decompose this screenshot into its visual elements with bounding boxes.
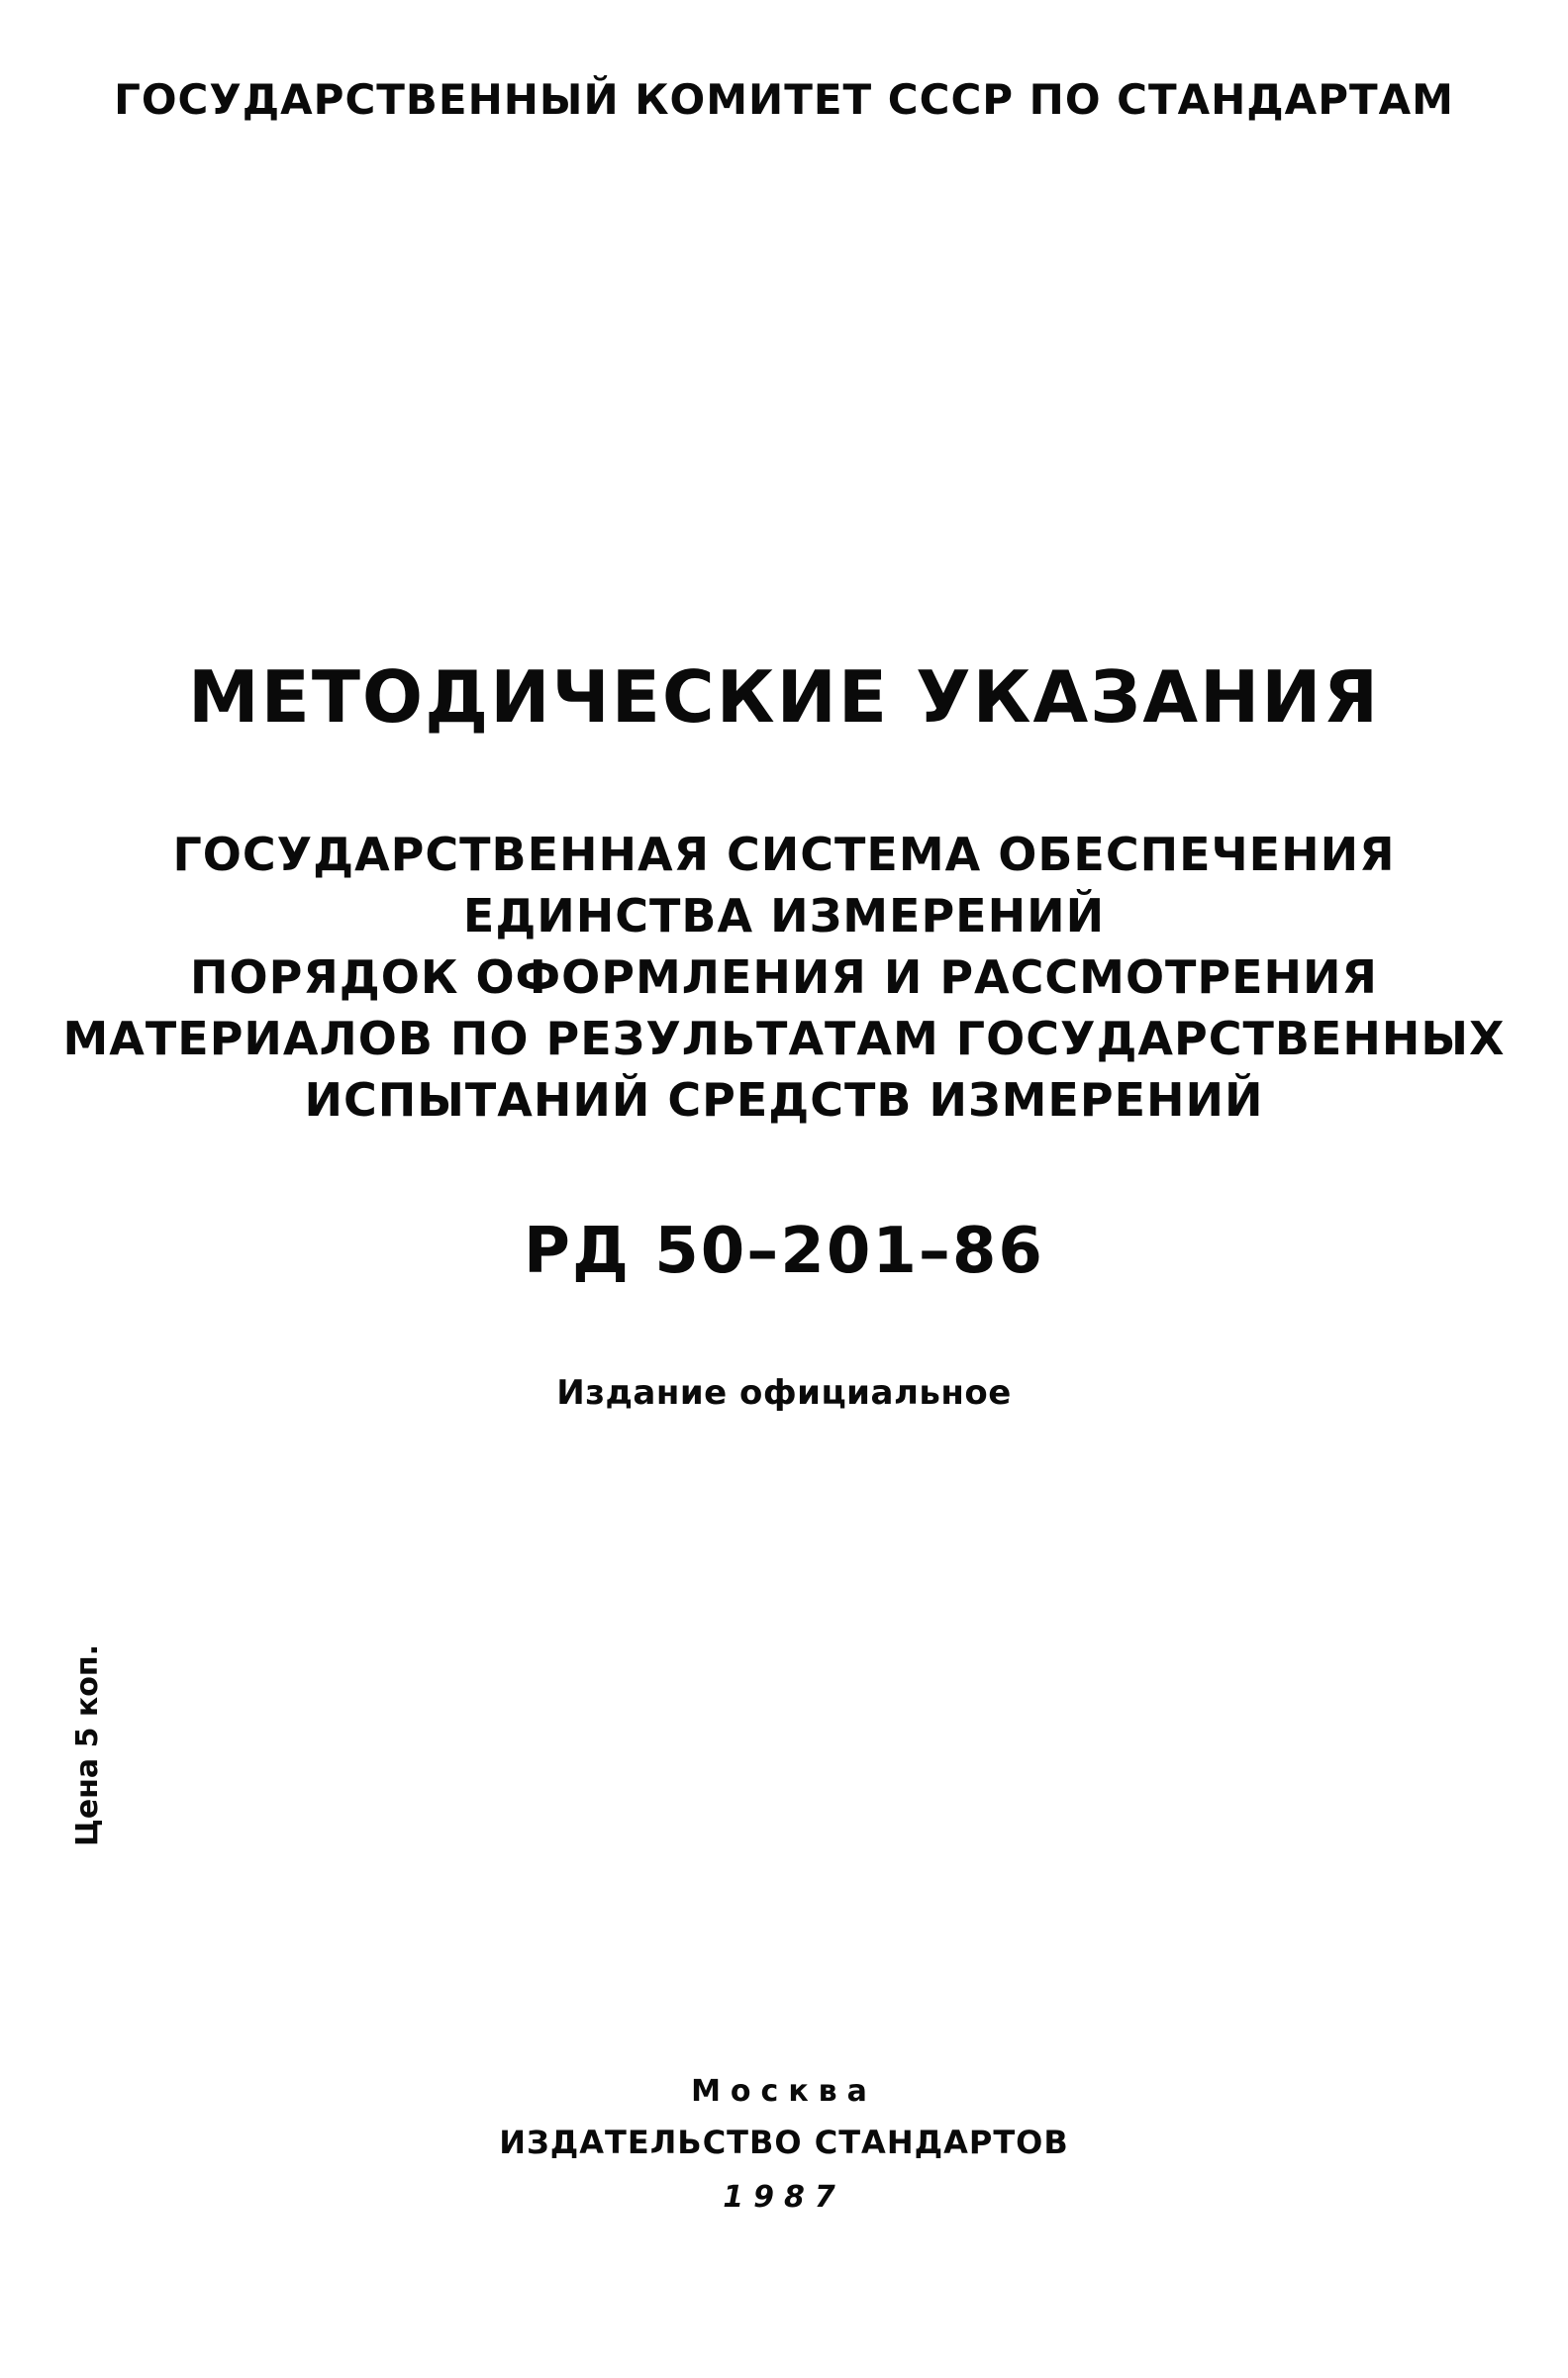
subject-line: МАТЕРИАЛОВ ПО РЕЗУЛЬТАТАМ ГОСУДАРСТВЕННЫХ bbox=[62, 1012, 1506, 1065]
document-type-heading: МЕТОДИЧЕСКИЕ УКАЗАНИЯ bbox=[187, 655, 1381, 739]
document-designation: РД 50–201–86 bbox=[524, 1215, 1044, 1288]
publication-city: Москва bbox=[691, 2074, 877, 2109]
publisher-name: ИЗДАТЕЛЬСТВО СТАНДАРТОВ bbox=[499, 2124, 1069, 2161]
subject-line: ПОРЯДОК ОФОРМЛЕНИЯ И РАССМОТРЕНИЯ bbox=[190, 950, 1378, 1004]
subject-line: ИСПЫТАНИЙ СРЕДСТВ ИЗМЕРЕНИЙ bbox=[304, 1073, 1264, 1127]
publication-year: 1987 bbox=[723, 2180, 845, 2215]
document-subject bbox=[0, 824, 1568, 1131]
subject-line: ГОСУДАРСТВЕННАЯ СИСТЕМА ОБЕСПЕЧЕНИЯ bbox=[172, 828, 1396, 881]
committee-header: ГОСУДАРСТВЕННЫЙ КОМИТЕТ СССР ПО СТАНДАРТАМ bbox=[114, 75, 1454, 124]
subject-line: ЕДИНСТВА ИЗМЕРЕНИЙ bbox=[462, 889, 1106, 942]
edition-note: Издание официальное bbox=[556, 1373, 1012, 1413]
price-label: Цена 5 коп. bbox=[70, 1643, 105, 1846]
